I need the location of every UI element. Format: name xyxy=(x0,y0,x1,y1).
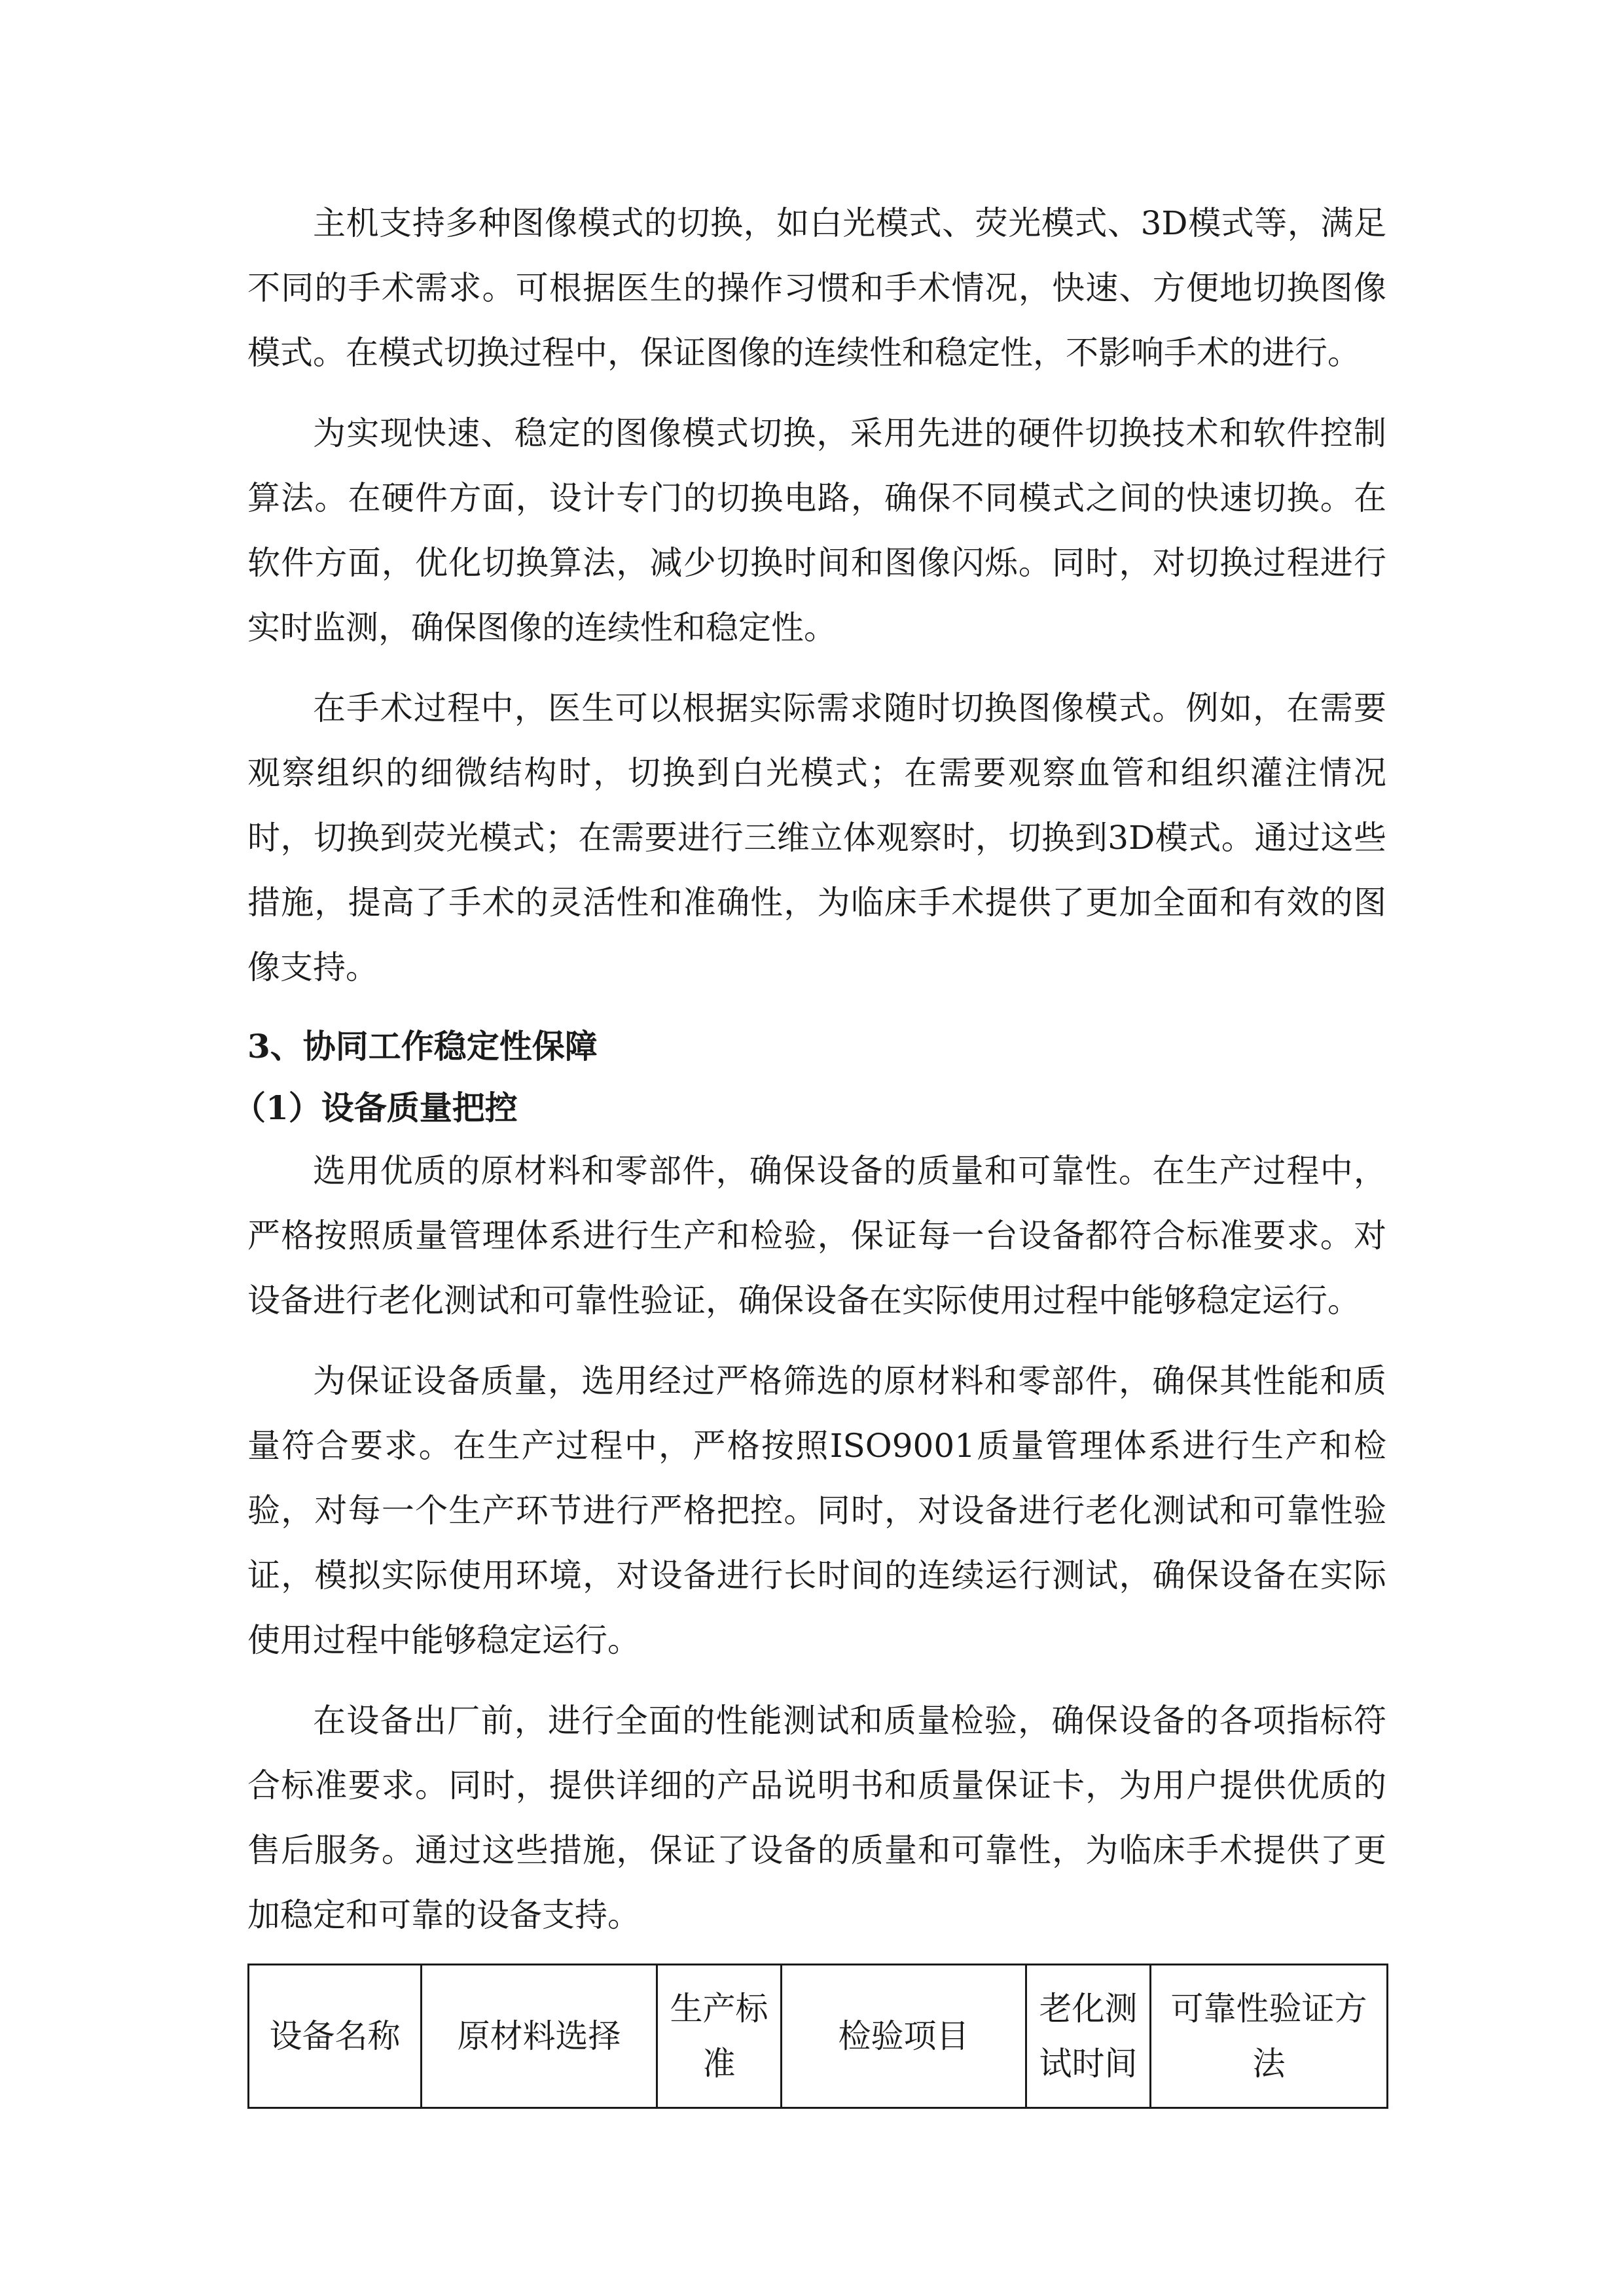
header-device-name: 设备名称 xyxy=(249,1965,422,2108)
equipment-quality-table xyxy=(247,1964,1388,2109)
table-header-row xyxy=(249,1965,1388,2108)
paragraph-image-mode-switching: 主机支持多种图像模式的切换，如白光模式、荧光模式、3D模式等，满足不同的手术需求。可根据医生的操作习惯和手术情况，快速、方便地切换图像模式。在模式切换过程中，保证图像的连续性和稳定性，不影响手术的进行。 xyxy=(247,204,1386,372)
header-material-selection: 原材料选择 xyxy=(422,1965,657,2108)
section-heading: 3、协同工作稳定性保障 xyxy=(247,1027,598,1066)
document-page xyxy=(233,191,1386,2109)
paragraph-switching-technology: 为实现快速、稳定的图像模式切换，采用先进的硬件切换技术和软件控制算法。在硬件方面，设计专门的切换电路，确保不同模式之间的快速切换。在软件方面，优化切换算法，减少切换时间和图像闪烁。同时，对切换过程进行实时监测，确保图像的连续性和稳定性。 xyxy=(247,414,1386,647)
header-reliability-method: 可靠性验证方法 xyxy=(1151,1965,1388,2108)
paragraph-switching-in-surgery: 在手术过程中，医生可以根据实际需求随时切换图像模式。例如，在需要观察组织的细微结构时，切换到白光模式；在需要观察血管和组织灌注情况时，切换到荧光模式；在需要进行三维立体观察时，切换到3D模式。通过这些措施，提高了手术的灵活性和准确性，为临床手术提供了更加全面和有效的图像支持。 xyxy=(247,689,1386,986)
paragraph-quality-standard: 为保证设备质量，选用经过严格筛选的原材料和零部件，确保其性能和质量符合要求。在生产过程中，严格按照ISO9001质量管理体系进行生产和检验，对每一个生产环节进行严格把控。同时，对设备进行老化测试和可靠性验证，模拟实际使用环境，对设备进行长时间的连续运行测试，确保设备在实际使用过程中能够稳定运行。 xyxy=(247,1362,1386,1659)
paragraph-factory-testing: 在设备出厂前，进行全面的性能测试和质量检验，确保设备的各项指标符合标准要求。同时，提供详细的产品说明书和质量保证卡，为用户提供优质的售后服务。通过这些措施，保证了设备的质量和可靠性，为临床手术提供了更加稳定和可靠的设备支持。 xyxy=(247,1702,1386,1934)
header-aging-test-time: 老化测试时间 xyxy=(1026,1965,1151,2108)
paragraph-quality-materials: 选用优质的原材料和零部件，确保设备的质量和可靠性。在生产过程中，严格按照质量管理体系进行生产和检验，保证每一台设备都符合标准要求。对设备进行老化测试和可靠性验证，确保设备在实际使用过程中能够稳定运行。 xyxy=(247,1152,1386,1319)
header-production-standard: 生产标准 xyxy=(657,1965,782,2108)
subsection-heading: （1）设备质量把控 xyxy=(233,1088,518,1127)
header-inspection-items: 检验项目 xyxy=(782,1965,1026,2108)
